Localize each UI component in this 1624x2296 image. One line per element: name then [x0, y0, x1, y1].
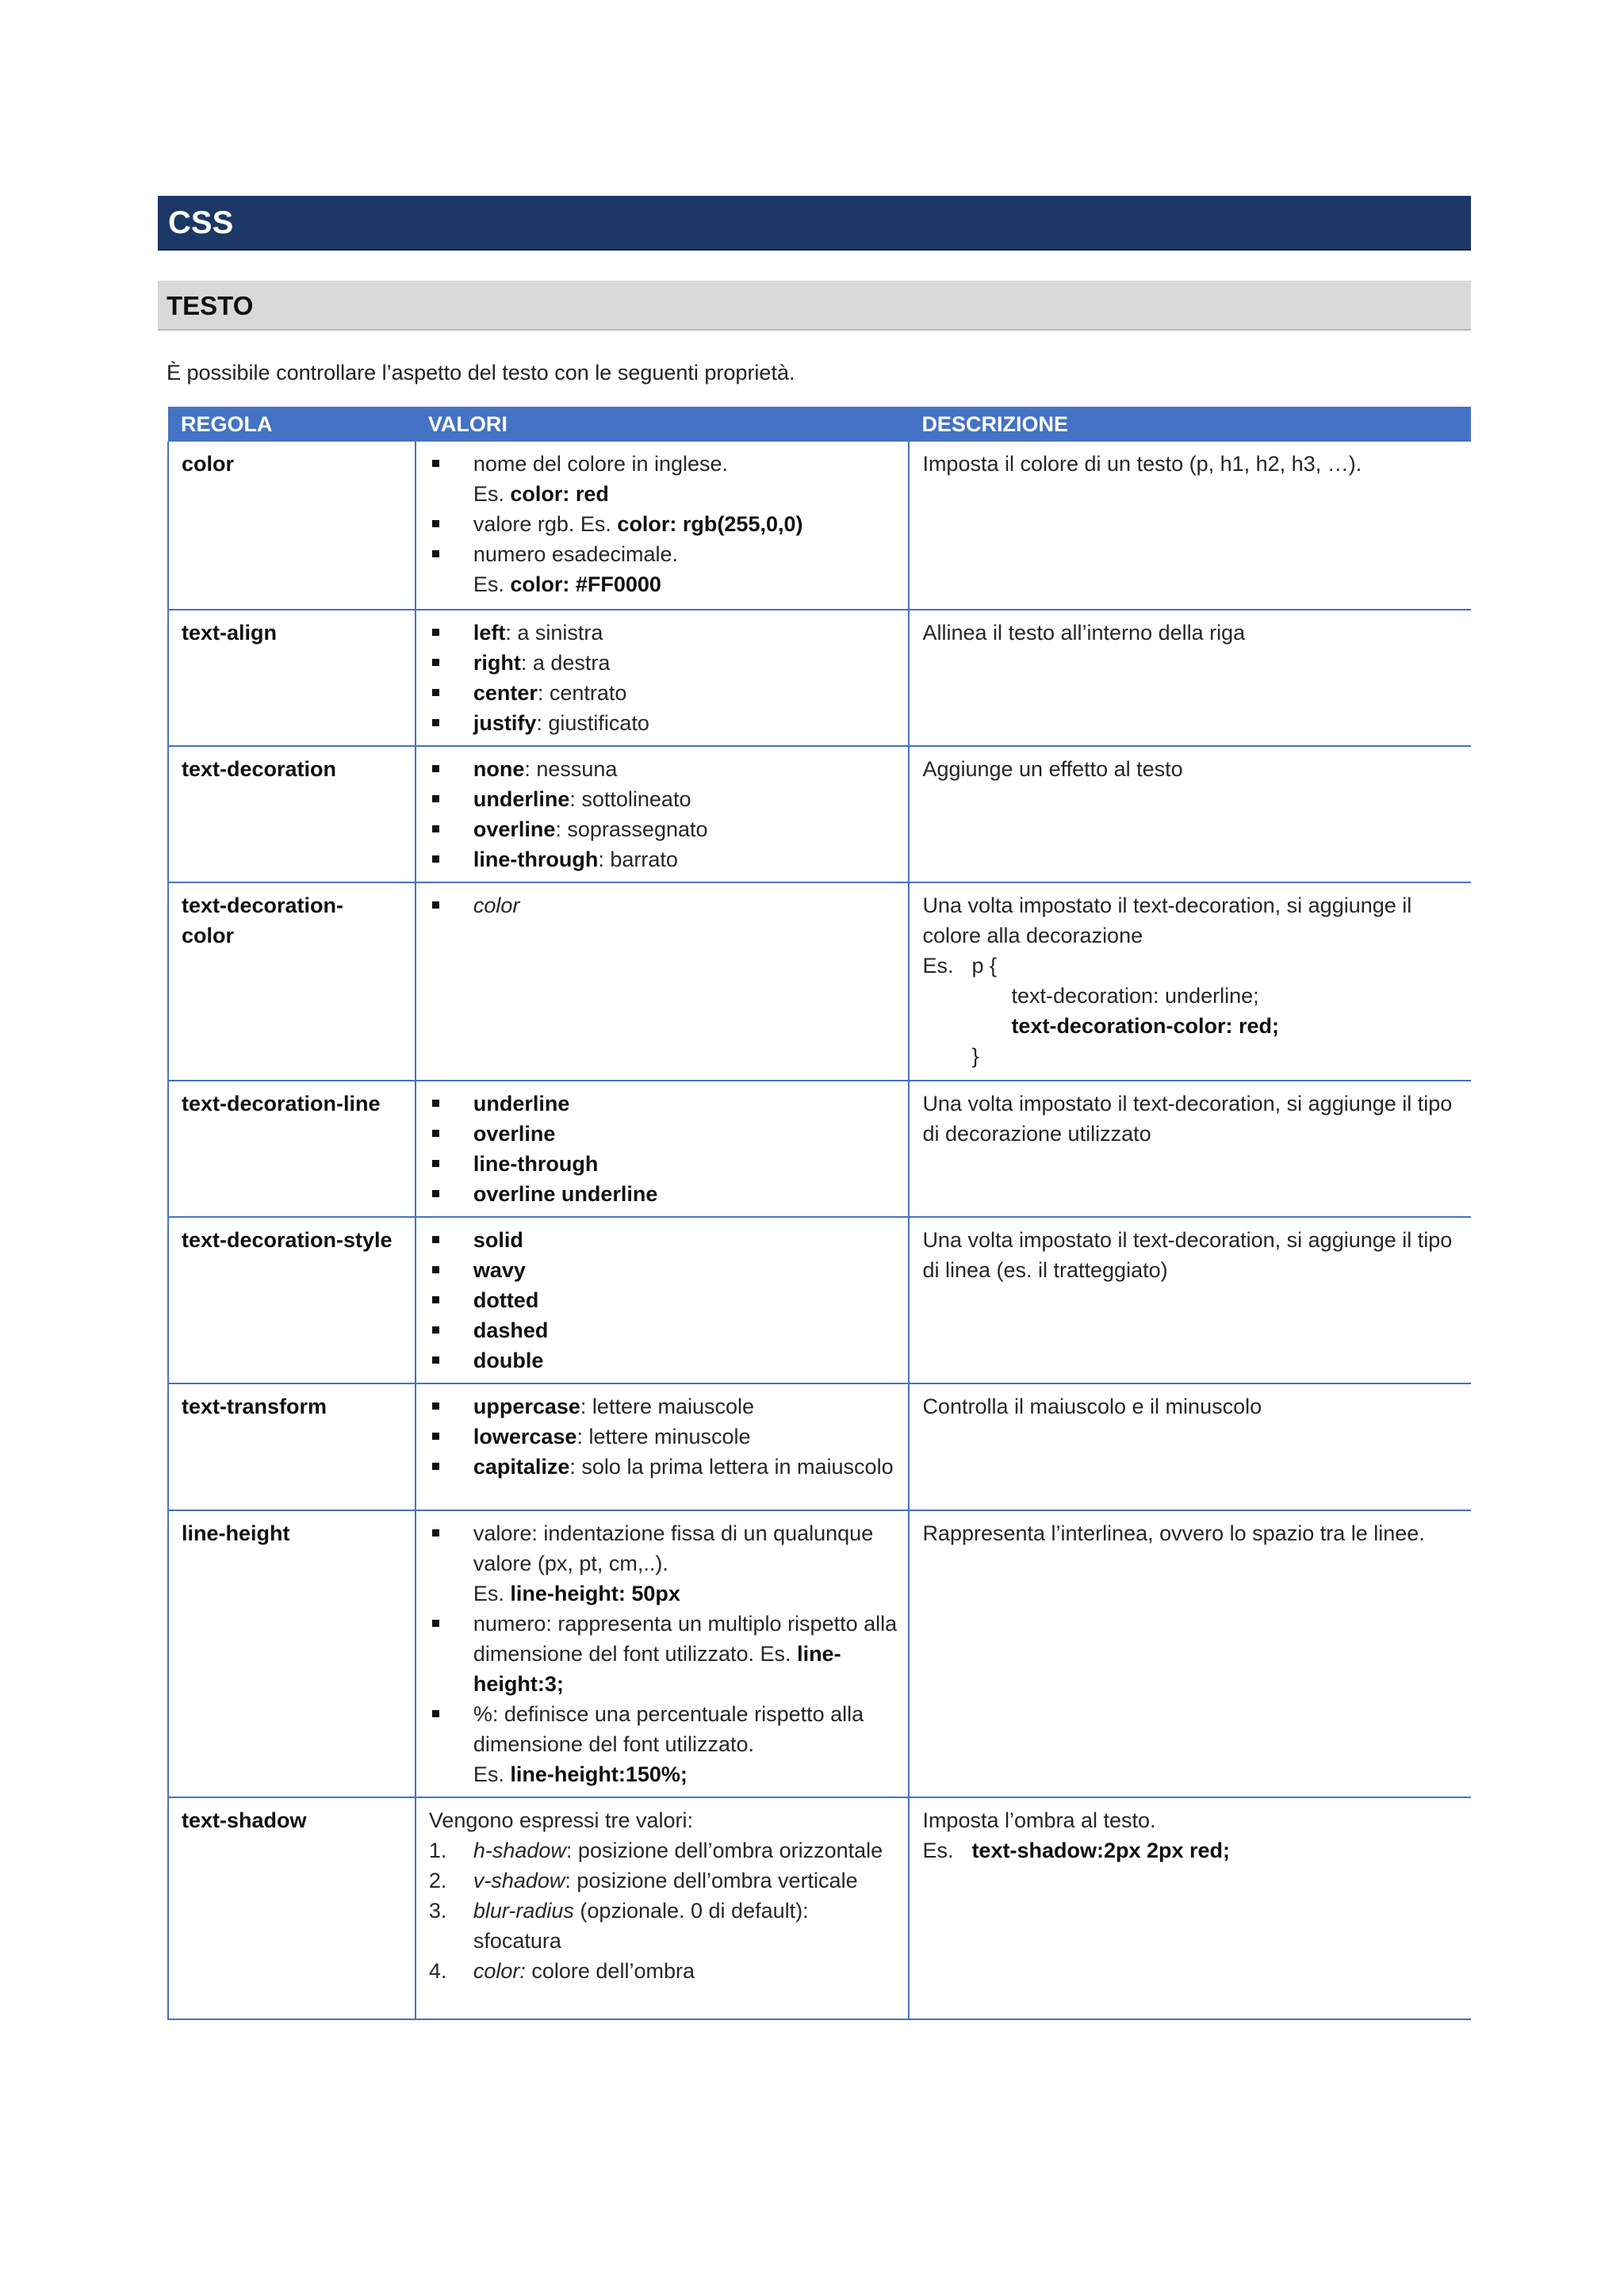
list-item: line-through: barrato [429, 844, 898, 874]
list-item: left: a sinistra [429, 618, 898, 648]
list-item: %: definisce una percentuale rispetto alla dimensione del font utilizzato. Es. line-height:150%; [429, 1699, 898, 1789]
rule-cell: text-transform [168, 1383, 416, 1510]
list-item: solid [429, 1225, 898, 1255]
table-row [168, 1797, 1471, 2019]
header-regola: REGOLA [168, 407, 416, 442]
description-cell: Allinea il testo all’interno della riga [909, 610, 1471, 746]
list-item: dotted [429, 1285, 898, 1315]
list-item: overline: soprassegnato [429, 814, 898, 844]
list-item: center: centrato [429, 678, 898, 708]
list-item: underline: sottolineato [429, 784, 898, 814]
rule-cell: text-shadow [168, 1797, 416, 2019]
list-item: capitalize: solo la prima lettera in maiuscolo [429, 1452, 898, 1482]
list-item: underline [429, 1089, 898, 1119]
description-cell: Una volta impostato il text-decoration, si aggiunge il colore alla decorazione Es. p { text-decoration: underline; text-decoration-color: red; } [909, 882, 1471, 1081]
list-item: lowercase: lettere minuscole [429, 1422, 898, 1452]
rule-cell: text-decoration [168, 746, 416, 882]
values-cell [416, 882, 910, 1081]
list-item: none: nessuna [429, 754, 898, 784]
description-cell: Imposta il colore di un testo (p, h1, h2, h3, …). [909, 442, 1471, 610]
list-item: overline underline [429, 1179, 898, 1209]
description-cell: Imposta l’ombra al testo. Es. text-shadow:2px 2px red; [909, 1797, 1471, 2019]
document-title-bar [158, 196, 1471, 251]
values-cell [416, 1081, 910, 1217]
description-cell: Una volta impostato il text-decoration, si aggiunge il tipo di linea (es. il tratteggiato) [909, 1217, 1471, 1383]
list-item: line-through [429, 1149, 898, 1179]
list-item: overline [429, 1119, 898, 1149]
section-title: TESTO [167, 291, 254, 320]
list-item: 3. blur-radius (opzionale. 0 di default): sfocatura [428, 1899, 809, 1953]
description-cell: Controlla il maiuscolo e il minuscolo [909, 1383, 1471, 1510]
document-title: CSS [168, 205, 234, 240]
values-cell [416, 442, 910, 610]
list-item: 1. h-shadow: posizione dell’ombra orizzontale [428, 1839, 883, 1862]
table-row [168, 882, 1471, 1081]
list-item: valore rgb. Es. color: rgb(255,0,0) [429, 509, 898, 539]
list-item: wavy [429, 1255, 898, 1285]
rule-cell: text-decoration- color [168, 882, 416, 1081]
values-cell [416, 1383, 910, 1510]
values-cell [416, 1510, 910, 1797]
values-cell [416, 1217, 910, 1383]
list-item: valore: indentazione fissa di un qualunque valore (px, pt, cm,..). Es. line-height: 50px [429, 1518, 898, 1609]
table-row [168, 1081, 1471, 1217]
rule-cell: text-align [168, 610, 416, 746]
rule-cell: text-decoration-line [168, 1081, 416, 1217]
table-header-row [168, 407, 1471, 442]
list-item: right: a destra [429, 648, 898, 678]
table-row [168, 1510, 1471, 1797]
list-item: uppercase: lettere maiuscole [429, 1391, 898, 1422]
section-heading-bar [158, 281, 1471, 331]
values-cell [416, 610, 910, 746]
values-cell [416, 746, 910, 882]
header-valori: VALORI [416, 407, 910, 442]
rule-cell: line-height [168, 1510, 416, 1797]
table-row [168, 1217, 1471, 1383]
table-row [168, 746, 1471, 882]
list-item: numero: rappresenta un multiplo rispetto alla dimensione del font utilizzato. Es. line-height:3; [429, 1609, 898, 1699]
table-row [168, 442, 1471, 610]
values-cell: Vengono espressi tre valori: 1. h-shadow: posizione dell’ombra orizzontale 2. v-shadow: posizione dell’ombra verticale 3. blur-radius (opzionale. 0 di default): sfocatura 4. color: colore dell’ombra [416, 1797, 910, 2019]
table-row [168, 1383, 1471, 1510]
description-cell: Una volta impostato il text-decoration, si aggiunge il tipo di decorazione utilizzato [909, 1081, 1471, 1217]
header-descrizione: DESCRIZIONE [909, 407, 1471, 442]
description-cell: Aggiunge un effetto al testo [909, 746, 1471, 882]
list-item: 4. color: colore dell’ombra [428, 1959, 695, 1983]
list-item: nome del colore in inglese. Es. color: red [429, 449, 898, 509]
list-item: 2. v-shadow: posizione dell’ombra verticale [428, 1869, 858, 1892]
table-row [168, 610, 1471, 746]
list-item: double [429, 1345, 898, 1376]
list-item: numero esadecimale. Es. color: #FF0000 [429, 539, 898, 599]
intro-paragraph: È possibile controllare l’aspetto del testo con le seguenti proprietà. [167, 361, 795, 385]
list-item: color [429, 890, 898, 920]
list-item: justify: giustificato [429, 708, 898, 738]
css-properties-table [167, 407, 1471, 2020]
rule-cell: color [168, 442, 416, 610]
list-item: dashed [429, 1315, 898, 1345]
rule-cell: text-decoration-style [168, 1217, 416, 1383]
description-cell: Rappresenta l’interlinea, ovvero lo spazio tra le linee. [909, 1510, 1471, 1797]
